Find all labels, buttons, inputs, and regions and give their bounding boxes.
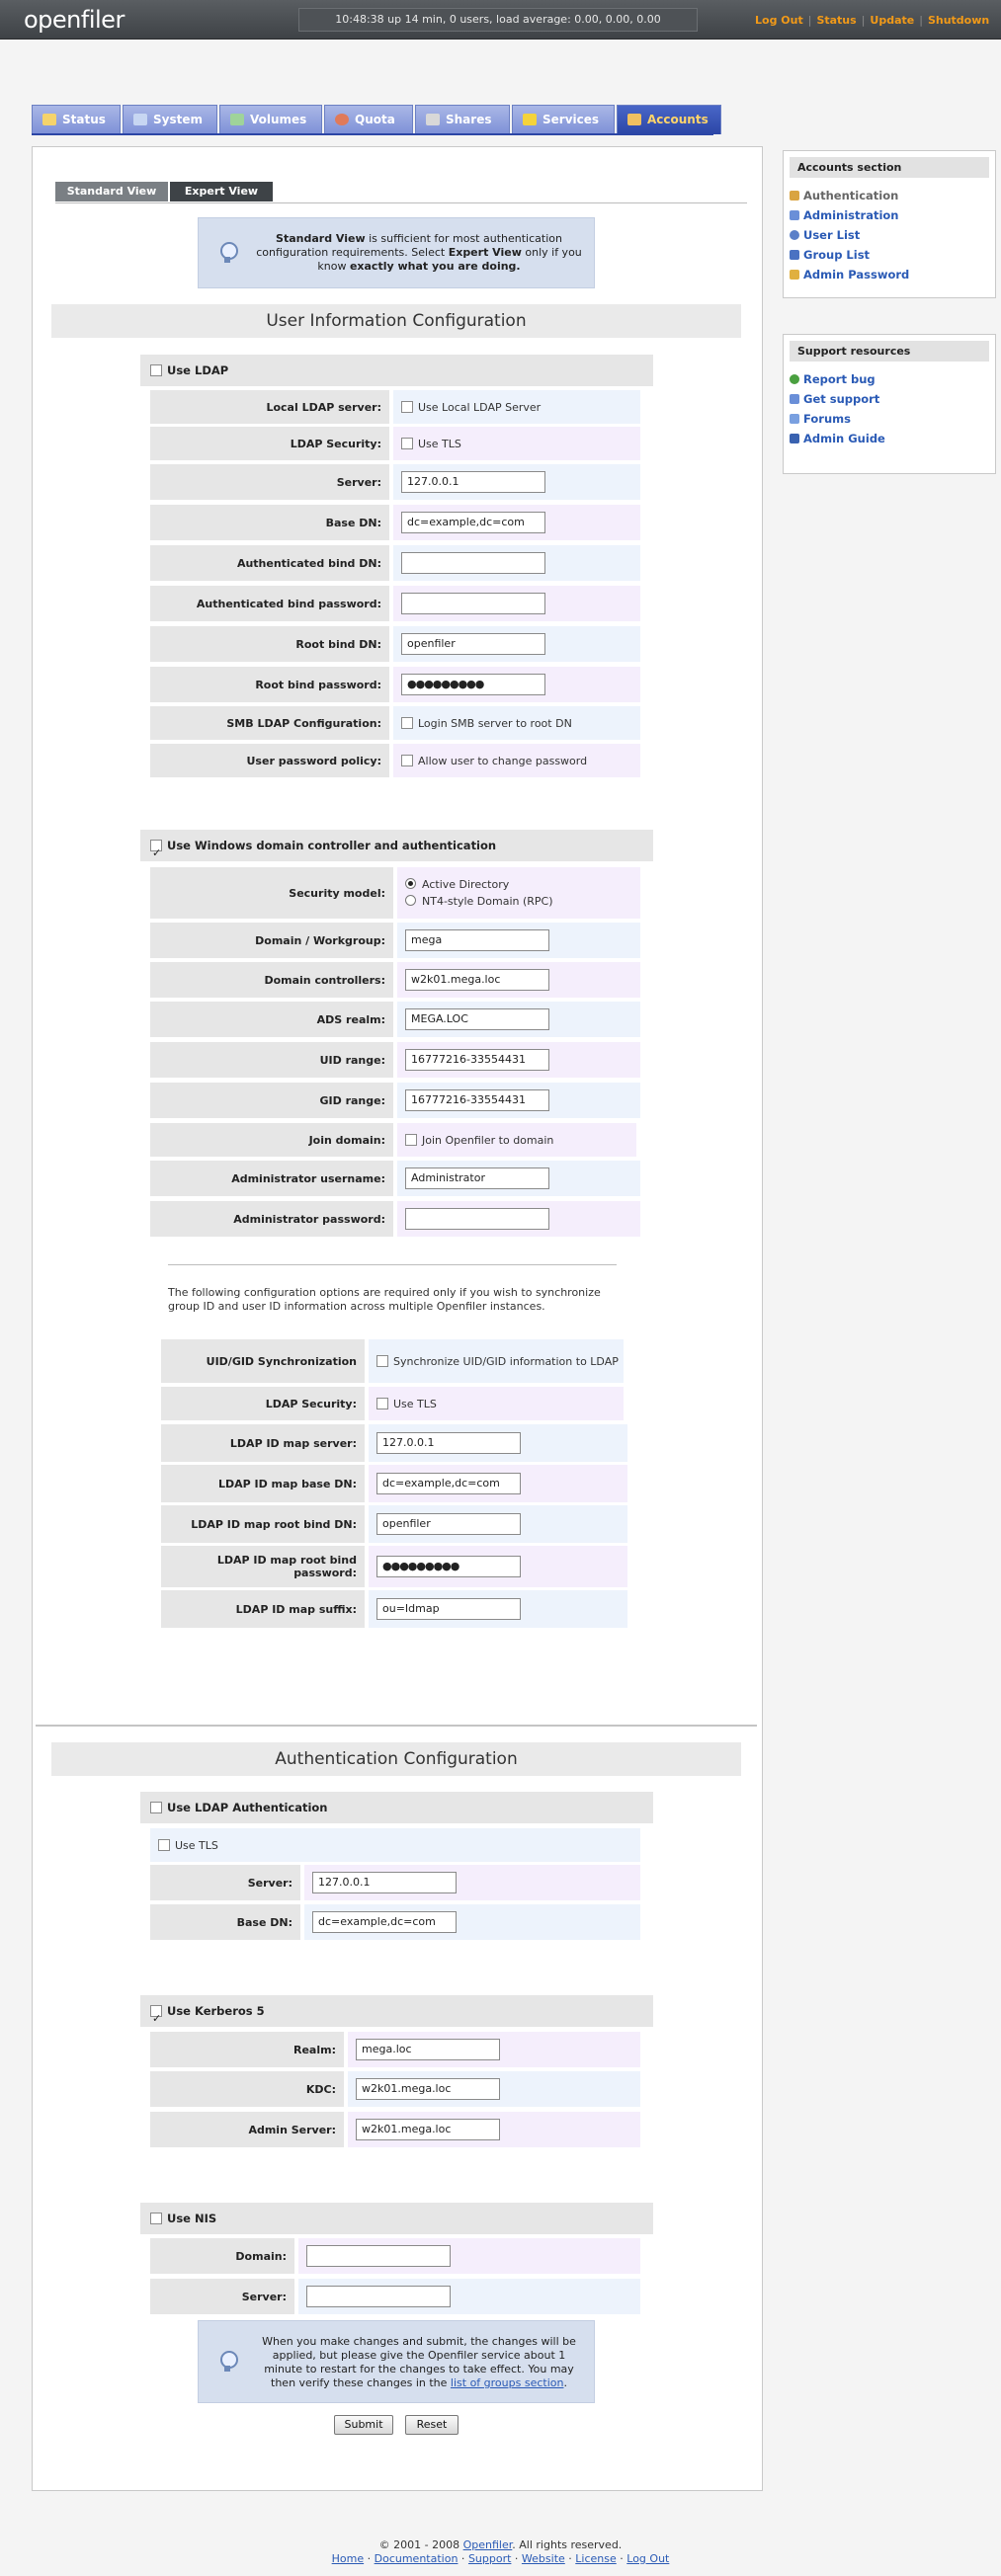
book-icon	[790, 434, 799, 443]
use-ldap-auth-header[interactable]: Use LDAP Authentication	[140, 1792, 653, 1823]
idmap-basedn-label: LDAP ID map base DN:	[161, 1465, 365, 1502]
gid-range-label: GID range:	[150, 1083, 393, 1118]
windows-domain-checkbox[interactable]	[150, 840, 162, 851]
tab-volumes[interactable]: Volumes	[219, 105, 322, 134]
support-icon	[790, 394, 799, 404]
update-link[interactable]: Update	[870, 14, 915, 27]
auth-basedn-input[interactable]: dc=example,dc=com	[312, 1911, 457, 1933]
accounts-icon	[627, 114, 641, 125]
security-model-label: Security model:	[150, 867, 393, 919]
admin-username-cell	[397, 1161, 640, 1196]
ldap-security-label: LDAP Security:	[150, 427, 389, 460]
ldap-security-field: Use TLS	[393, 427, 640, 460]
idmap-suffix-cell	[369, 1590, 627, 1628]
admin-password-label: Administrator password:	[150, 1201, 393, 1237]
restart-info-text: When you make changes and submit, the changes will be applied, but please give the Openfiler service about 1 minute to restart for the changes to take effect. You may then verify these changes in the list of groups section.	[262, 2335, 576, 2389]
kerberos-kdc-input[interactable]: w2k01.mega.loc	[356, 2078, 500, 2100]
ads-realm-input[interactable]: MEGA.LOC	[405, 1008, 549, 1030]
footer-support-link[interactable]: Support	[467, 2552, 512, 2565]
lightbulb-icon	[218, 242, 236, 266]
user-icon	[790, 230, 799, 240]
ldap-basedn-cell	[393, 505, 640, 540]
group-icon	[790, 250, 799, 260]
ldap-tls-checkbox[interactable]	[401, 438, 413, 449]
footer-website-link[interactable]: Website	[521, 2552, 565, 2565]
ads-realm-label: ADS realm:	[150, 1002, 393, 1037]
status-icon	[42, 114, 56, 125]
password-policy-field: Allow user to change password	[393, 744, 640, 777]
domain-controllers-input[interactable]: w2k01.mega.loc	[405, 969, 549, 991]
key-icon	[790, 191, 799, 201]
top-links: Log Out | Status | Update | Shutdown	[755, 14, 990, 27]
bind-password-label: Authenticated bind password:	[150, 586, 389, 621]
sidebar-item-admin-guide[interactable]: Admin Guide	[790, 429, 989, 448]
support-resources	[783, 334, 996, 474]
nis-domain-cell	[298, 2238, 640, 2274]
system-status: 10:48:38 up 14 min, 0 users, load average: 0.00, 0.00, 0.00	[298, 8, 698, 32]
admin-password-input[interactable]	[405, 1208, 549, 1230]
password-policy-label: User password policy:	[150, 744, 389, 777]
bug-icon	[790, 374, 799, 384]
nt4-domain-radio[interactable]	[405, 895, 416, 906]
kerberos-kdc-label: KDC:	[150, 2071, 344, 2107]
uidgid-sync-label: UID/GID Synchronization	[161, 1339, 365, 1383]
smb-ldap-label: SMB LDAP Configuration:	[150, 706, 389, 740]
auth-server-cell	[304, 1865, 640, 1900]
quota-icon	[335, 114, 349, 125]
idmap-server-input[interactable]: 127.0.0.1	[376, 1432, 521, 1454]
admin-username-label: Administrator username:	[150, 1161, 393, 1196]
security-model-field	[397, 867, 640, 919]
kerberos-realm-cell	[348, 2032, 640, 2067]
idmap-rootdn-label: LDAP ID map root bind DN:	[161, 1505, 365, 1543]
kerberos-checkbox[interactable]	[150, 2005, 162, 2017]
sync-note: The following configuration options are required only if you wish to synchronize group ID and user ID information across multiple Openfiler instances.	[168, 1286, 601, 1313]
admin-icon	[790, 210, 799, 220]
idmap-server-label: LDAP ID map server:	[161, 1424, 365, 1462]
reset-button[interactable]: Reset	[405, 2415, 459, 2435]
standard-view-button[interactable]: Standard View	[55, 182, 168, 201]
ldap-basedn-input[interactable]: dc=example,dc=com	[401, 512, 545, 533]
bind-dn-cell	[393, 545, 640, 581]
uid-range-cell	[397, 1042, 640, 1078]
idmap-rootpw-input[interactable]: ●●●●●●●●●	[376, 1556, 521, 1577]
ads-realm-cell	[397, 1002, 640, 1037]
local-ldap-field: Use Local LDAP Server	[393, 390, 640, 424]
idmap-rootpw-cell	[369, 1546, 627, 1587]
auth-tls-field: Use TLS	[150, 1828, 640, 1862]
auth-config-title: Authentication Configuration	[51, 1742, 741, 1776]
logout-link[interactable]: Log Out	[755, 14, 803, 27]
ldap-server-label: Server:	[150, 464, 389, 500]
uid-range-label: UID range:	[150, 1042, 393, 1078]
domain-controllers-cell	[397, 962, 640, 998]
idmap-server-cell	[369, 1424, 627, 1462]
idmap-rootpw-label: LDAP ID map root bind password:	[161, 1546, 365, 1587]
root-bind-password-label: Root bind password:	[150, 667, 389, 702]
idmap-rootdn-cell	[369, 1505, 627, 1543]
join-domain-label: Join domain:	[150, 1123, 393, 1157]
sidebar-item-user-list[interactable]: User List	[790, 225, 989, 245]
use-nis-header[interactable]: Use NIS	[140, 2203, 653, 2234]
view-info-box	[198, 217, 595, 288]
root-bind-password-input[interactable]: ●●●●●●●●●	[401, 674, 545, 695]
tab-status[interactable]: Status	[32, 105, 121, 134]
idmap-suffix-label: LDAP ID map suffix:	[161, 1590, 365, 1628]
root-bind-password-cell	[393, 667, 640, 702]
domain-workgroup-input[interactable]: mega	[405, 929, 549, 951]
tab-underline	[32, 133, 713, 135]
kerberos-admin-label: Admin Server:	[150, 2112, 344, 2147]
root-bind-dn-input[interactable]: openfiler	[401, 633, 545, 655]
user-info-title: User Information Configuration	[51, 304, 741, 338]
volumes-icon	[230, 114, 244, 125]
idmap-rootdn-input[interactable]: openfiler	[376, 1513, 521, 1535]
password-policy-checkbox[interactable]	[401, 755, 413, 766]
join-domain-checkbox[interactable]	[405, 1134, 417, 1146]
domain-controllers-label: Domain controllers:	[150, 962, 393, 998]
idmap-basedn-input[interactable]: dc=example,dc=com	[376, 1473, 521, 1494]
auth-server-label: Server:	[150, 1865, 300, 1900]
auth-basedn-label: Base DN:	[150, 1904, 300, 1940]
support-section-title: Support resources	[790, 341, 989, 362]
openfiler-link[interactable]: Openfiler	[462, 2538, 513, 2551]
auth-tls-checkbox[interactable]	[158, 1839, 170, 1851]
use-kerberos-header[interactable]: ✓Use Kerberos 5	[140, 1995, 653, 2027]
forum-icon	[790, 414, 799, 424]
idmap-basedn-cell	[369, 1465, 627, 1502]
footer-license-link[interactable]: License	[575, 2552, 617, 2565]
sync-ldap-security-label: LDAP Security:	[161, 1387, 365, 1420]
use-ldap-checkbox[interactable]	[150, 364, 162, 376]
root-bind-dn-label: Root bind DN:	[150, 626, 389, 662]
tab-system[interactable]: System	[123, 105, 217, 134]
domain-workgroup-cell	[397, 923, 640, 958]
admin-username-input[interactable]: Administrator	[405, 1167, 549, 1189]
view-divider	[55, 202, 747, 203]
uid-range-input[interactable]: 16777216-33554431	[405, 1049, 549, 1071]
local-ldap-label: Local LDAP server:	[150, 390, 389, 424]
tab-services[interactable]: Services	[512, 105, 615, 134]
nis-server-cell	[298, 2279, 640, 2314]
smb-ldap-field: Login SMB server to root DN	[393, 706, 640, 740]
bind-password-input[interactable]	[401, 593, 545, 614]
accounts-section	[783, 150, 996, 298]
active-directory-option[interactable]: Active Directory	[405, 878, 509, 891]
kerberos-kdc-cell	[348, 2071, 640, 2107]
footer-links: Home · Documentation · Support · Website · License · Log Out	[331, 2552, 670, 2565]
lock-icon	[790, 270, 799, 280]
kerberos-admin-input[interactable]: w2k01.mega.loc	[356, 2119, 500, 2140]
sync-ldap-security-field: Use TLS	[369, 1387, 624, 1420]
status-link[interactable]: Status	[816, 14, 857, 27]
accounts-section-title: Accounts section	[790, 157, 989, 178]
footer-home-link[interactable]: Home	[331, 2552, 365, 2565]
sidebar-item-authentication[interactable]: Authentication	[790, 186, 989, 205]
shutdown-link[interactable]: Shutdown	[927, 14, 990, 27]
ldap-basedn-label: Base DN:	[150, 505, 389, 540]
tab-accounts[interactable]: Accounts	[617, 105, 721, 134]
copyright: © 2001 - 2008 Openfiler. All rights reserved.	[378, 2538, 623, 2551]
top-bar	[0, 0, 1001, 40]
sync-divider	[168, 1264, 617, 1265]
use-windows-domain-header[interactable]: ✓Use Windows domain controller and authentication	[140, 830, 653, 861]
sidebar-item-administration[interactable]: Administration	[790, 205, 989, 225]
auth-divider	[36, 1725, 757, 1727]
gid-range-input[interactable]: 16777216-33554431	[405, 1089, 549, 1111]
services-icon	[523, 114, 537, 125]
ldap-server-cell	[393, 464, 640, 500]
join-domain-field: Join Openfiler to domain	[397, 1123, 636, 1157]
restart-info-box	[198, 2320, 595, 2403]
kerberos-realm-input[interactable]: mega.loc	[356, 2039, 500, 2060]
uidgid-sync-checkbox[interactable]	[376, 1355, 388, 1367]
idmap-suffix-input[interactable]: ou=Idmap	[376, 1598, 521, 1620]
bind-dn-label: Authenticated bind DN:	[150, 545, 389, 581]
nis-server-input[interactable]	[306, 2286, 451, 2307]
ldap-auth-checkbox[interactable]	[150, 1802, 162, 1813]
system-icon	[133, 114, 147, 125]
footer-logout-link[interactable]: Log Out	[626, 2552, 670, 2565]
nis-domain-input[interactable]	[306, 2245, 451, 2267]
nis-domain-label: Domain:	[150, 2238, 294, 2274]
sidebar-item-admin-password[interactable]: Admin Password	[790, 265, 989, 284]
bind-dn-input[interactable]	[401, 552, 545, 574]
auth-basedn-cell	[304, 1904, 640, 1940]
root-bind-dn-cell	[393, 626, 640, 662]
group-list-link[interactable]: list of groups section	[450, 2376, 564, 2389]
nt4-domain-option[interactable]: NT4-style Domain (RPC)	[405, 895, 553, 908]
expert-view-button[interactable]: Expert View	[170, 182, 273, 201]
bind-password-cell	[393, 586, 640, 621]
nis-server-label: Server:	[150, 2279, 294, 2314]
domain-workgroup-label: Domain / Workgroup:	[150, 923, 393, 958]
sidebar-item-group-list[interactable]: Group List	[790, 245, 989, 265]
gid-range-cell	[397, 1083, 640, 1118]
active-directory-radio[interactable]	[405, 878, 416, 889]
footer-documentation-link[interactable]: Documentation	[374, 2552, 459, 2565]
footer	[0, 2538, 1001, 2566]
uidgid-sync-field: Synchronize UID/GID information to LDAP	[369, 1339, 624, 1383]
tab-quota[interactable]: Quota	[324, 105, 413, 134]
view-info-text: Standard View is sufficient for most authentication configuration requirements. Select Expert View only if you know exactly what you are doing.	[256, 232, 582, 273]
sidebar-item-get-support[interactable]: Get support	[790, 389, 989, 409]
auth-server-input[interactable]: 127.0.0.1	[312, 1872, 457, 1893]
shares-icon	[426, 114, 440, 125]
tab-shares[interactable]: Shares	[415, 105, 510, 134]
smb-ldap-checkbox[interactable]	[401, 717, 413, 729]
admin-password-cell	[397, 1201, 640, 1237]
sidebar-item-report-bug[interactable]: Report bug	[790, 369, 989, 389]
nis-checkbox[interactable]	[150, 2213, 162, 2224]
lightbulb-icon	[218, 2351, 236, 2375]
kerberos-realm-label: Realm:	[150, 2032, 344, 2067]
kerberos-admin-cell	[348, 2112, 640, 2147]
openfiler-logo: openfiler	[24, 6, 125, 34]
use-ldap-header[interactable]: Use LDAP	[140, 355, 653, 386]
sidebar-item-forums[interactable]: Forums	[790, 409, 989, 429]
ldap-server-input[interactable]: 127.0.0.1	[401, 471, 545, 493]
sync-tls-checkbox[interactable]	[376, 1398, 388, 1409]
submit-button[interactable]: Submit	[334, 2415, 393, 2435]
local-ldap-checkbox[interactable]	[401, 401, 413, 413]
